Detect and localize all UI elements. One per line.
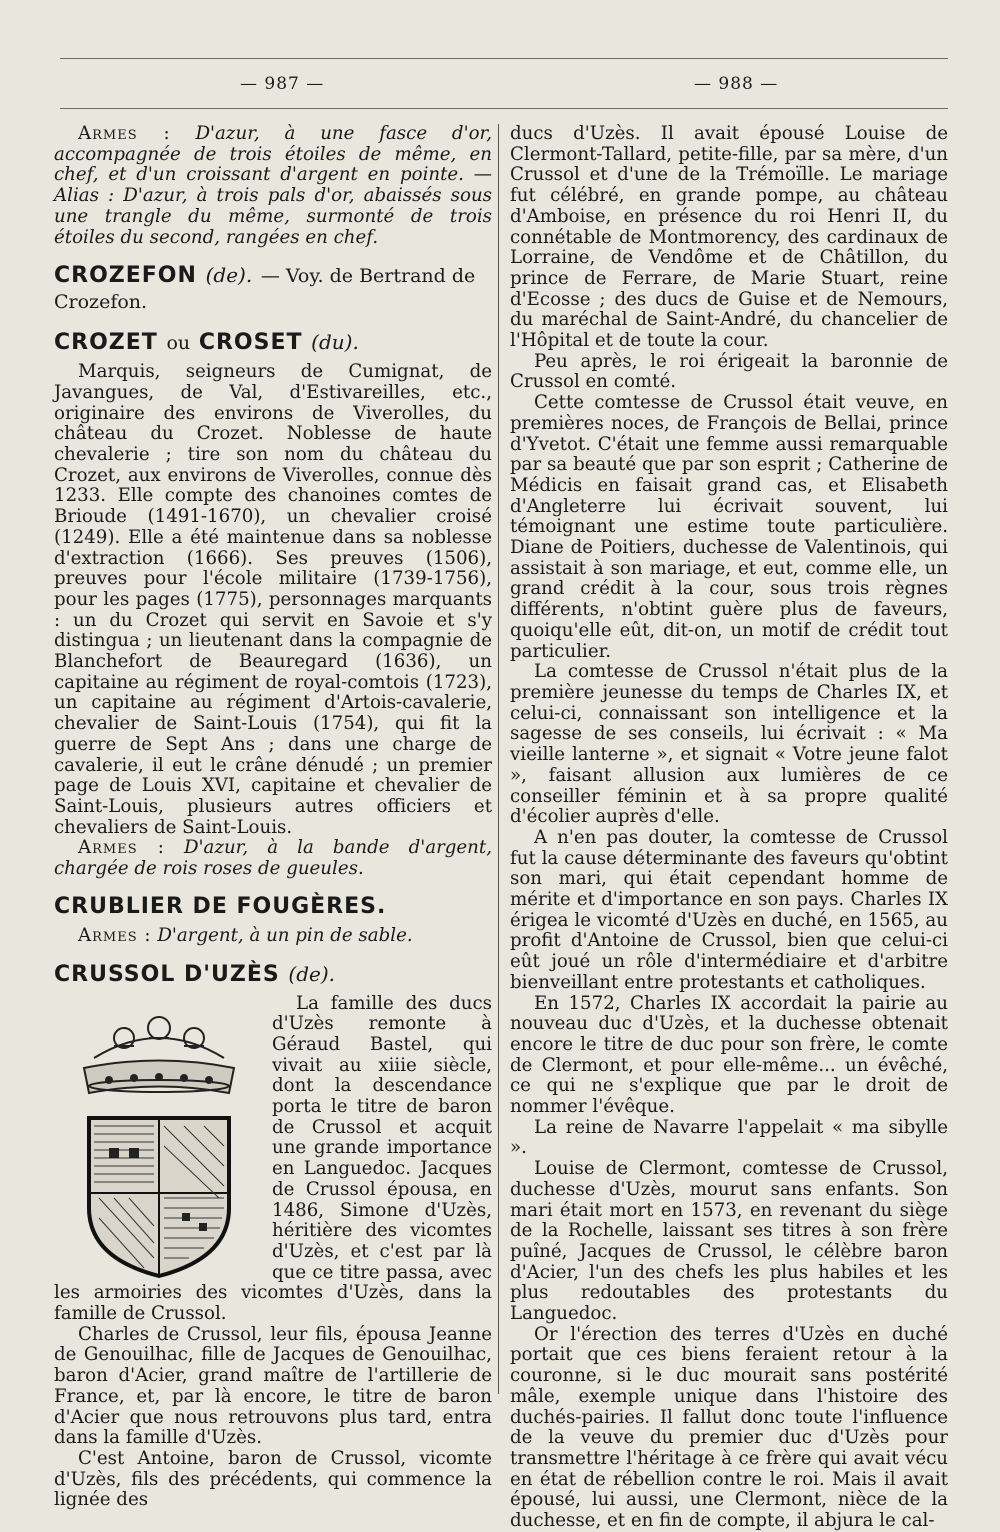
armes-text: D'azur, à la bande d'argent, chargée de rois roses de gueules.	[54, 837, 492, 880]
armes-label: Armes :	[78, 924, 152, 946]
armes-paragraph	[54, 124, 492, 248]
body-paragraph: ducs d'Uzès. Il avait épousé Louise de Clermont-Tallard, petite-fille, par sa mère, d'un Crussol et d'une de la Trémoïlle. Le mariage fut célébré, en grande pompe, au château d'Amboise, en présence du roi Henri II, du connétable de Montmorency, des cardinaux de Lorraine, de Vendôme et de Châtillon, du prince de Ferrare, de Marie Stuart, reine d'Ecosse ; des ducs de Guise et de Nemours, du maréchal de Saint-André, du chancelier de l'Hôpital et de toute la cour.	[510, 123, 948, 352]
body-paragraph: La comtesse de Crussol n'était plus de la première jeunesse du temps de Charles IX, et celui-ci, connaissant son intelligence et la sagesse de ses conseils, lui écrivait : « Ma vieille lanterne », et signait « Votre jeune falot », faisant allusion aux lumières de ce conseiller féminin et à sa propre qualité d'écolier auprès d'elle.	[510, 661, 948, 828]
body-paragraph: Louise de Clermont, comtesse de Crussol, duchesse d'Uzès, mourut sans enfants. Son mari était mort en 1573, en revenant du siège de la Rochelle, laissant ses titres à son frère puîné, Jacques de Crussol, le célèbre baron d'Acier, l'un des chefs les plus habiles et les plus redoutables des protestants du Languedoc.	[510, 1158, 948, 1325]
armes-label: Armes :	[78, 837, 165, 859]
entry-title: CROZEFON	[54, 263, 197, 289]
entry-heading-crozefon	[54, 262, 492, 315]
armes-paragraph	[54, 926, 492, 947]
entry-heading-crozet	[54, 329, 492, 356]
right-column	[510, 124, 948, 1532]
body-paragraph: A n'en pas douter, la comtesse de Crussol fut la cause déterminante des faveurs qu'obtint son mari, qui était cependant homme de mérite et d'importance en son pays. Charles IX érigea le vicomté d'Uzès en duché, en 1565, au profit d'Antoine de Crussol, bien que celui-ci eût joué un rôle d'intermédiaire et d'arbitre bienveillant entre protestants et catholiques.	[510, 826, 948, 993]
armes-text: D'argent, à un pin de sable.	[157, 924, 413, 946]
entry-title-alt: CROSET	[198, 330, 303, 356]
left-column	[54, 124, 492, 1511]
body-paragraph: Or l'érection des terres d'Uzès en duché portait que ces biens feraient retour à la couronne, si le duc mourait sans postérité mâle, exemple unique dans l'histoire des duchés-pairies. Il fallut donc toute l'influence de la veuve du premier duc d'Uzès pour transmettre l'héritage à ce frère qui avait vécu en état de rébellion contre le roi. Mais il avait épousé, lui aussi, une Clermont, nièce de la duchesse, et en fin de compte, il abjura le cal-	[510, 1323, 948, 1532]
entry-suffix: (du).	[311, 330, 359, 355]
armes-text: D'azur, à une fasce d'or, accompagnée de trois étoiles de même, en chef, et d'un croissant d'argent en pointe. — Alias : D'azur, à trois pals d'or, abaissés sous une trangle du même, surmonté de trois étoiles du second, rangées en chef.	[54, 123, 492, 248]
body-paragraph: En 1572, Charles IX accordait la pairie au nouveau duc d'Uzès, et la duchesse obtenait encore le titre de duc pour son frère, le comte de Clermont, et pour elle-même... un évêché, ce qui ne s'explique que par le droit de nommer l'évêque.	[510, 992, 948, 1118]
entry-suffix: (de).	[205, 263, 253, 288]
coat-of-arms-icon	[54, 998, 264, 1282]
entry-title: CROZET	[54, 330, 158, 356]
body-paragraph: Cette comtesse de Crussol était veuve, en premières noces, de François de Bellai, prince d'Yvetot. C'était une femme aussi remarquable par sa beauté que par son esprit ; Catherine de Médicis en faisait grand cas, et Elisabeth d'Angleterre lui écrivait souvent, lui témoignant une estime toute particulière. Diane de Poitiers, duchesse de Valentinois, qui assistait à son mariage, et eut, comme elle, un grand crédit à la cour, sous trois règnes différents, n'obtint guère plus de faveurs, quoiqu'elle eût, dit-on, un motif de crédit tout particulier.	[510, 392, 948, 662]
entry-paragraph: Charles de Crussol, leur fils, épousa Jeanne de Genouilhac, fille de Jacques de Genouilhac, baron d'Acier, grand maître de l'artillerie de France, et, par là encore, le titre de baron d'Acier que nous retrouvons plus tard, entra dans la famille d'Uzès.	[54, 1323, 492, 1449]
entry-conjunction: ou	[166, 332, 191, 355]
entry-paragraph: C'est Antoine, baron de Crussol, vicomte d'Uzès, fils des précédents, qui commence la lignée des	[54, 1447, 492, 1511]
entry-heading-crussol	[54, 961, 492, 988]
top-rule	[60, 58, 948, 59]
coat-of-arms-figure	[54, 998, 264, 1282]
header-rule	[60, 108, 948, 109]
armes-label: Armes :	[78, 123, 171, 144]
entry-heading-crublier: CRUBLIER DE FOUGÈRES.	[54, 893, 387, 919]
entry-paragraph: Marquis, seigneurs de Cumignat, de Javangues, de Val, d'Estivareilles, etc., originaire des environs de Viverolles, du château du Crozet. Noblesse de haute chevalerie ; tire son nom du château du Crozet, aux environs de Viverolles, connue dès 1233. Elle compte des chanoines comtes de Brioude (1491-1670), un chevalier croisé (1249). Elle a été maintenue dans sa noblesse d'extraction (1666). Ses preuves (1506), preuves pour l'école militaire (1739-1756), pour les pages (1775), personnages marquants : un du Crozet qui servit en Savoie et s'y distingua ; un lieutenant dans la compagnie de Blanchefort de Beauregard (1636), un capitaine au régiment de royal-comtois (1723), un capitaine au régiment d'Artois-cavalerie, chevalier de Saint-Louis (1754), qui fit la guerre de Sept Ans ; dans une charge de cavalerie, il eut le crâne dénudé ; un premier page de Louis XVI, capitaine et chevalier de Saint-Louis, plusieurs autres officiers et chevaliers de Saint-Louis.	[54, 361, 492, 838]
entry-paragraph: La famille des ducs d'Uzès remonte à Géraud Bastel, qui vivait au xiiie siècle, dont la descendance porta le titre de baron de Crussol et acquit une grande importance en Languedoc. Jacques de Crussol épousa, en 1486, Simone d'Uzès, héritière des vicomtes d'Uzès, et c'est par là que ce titre passa, avec les armoiries des vicomtes d'Uzès, dans la famille de Crussol.	[54, 992, 492, 1325]
cross-reference: — Voy. de Bertrand de Crozefon.	[54, 265, 476, 314]
entry-title: CRUSSOL D'UZÈS	[54, 961, 280, 987]
page-number-left: — 987 —	[240, 74, 325, 94]
armes-paragraph	[54, 838, 492, 879]
entry-suffix: (de).	[288, 961, 335, 986]
column-divider	[498, 124, 499, 1394]
body-paragraph: Peu après, le roi érigeait la baronnie de Crussol en comté.	[510, 350, 948, 393]
body-paragraph: La reine de Navarre l'appelait « ma sibylle ».	[510, 1116, 948, 1159]
page-number-right: — 988 —	[694, 74, 779, 94]
